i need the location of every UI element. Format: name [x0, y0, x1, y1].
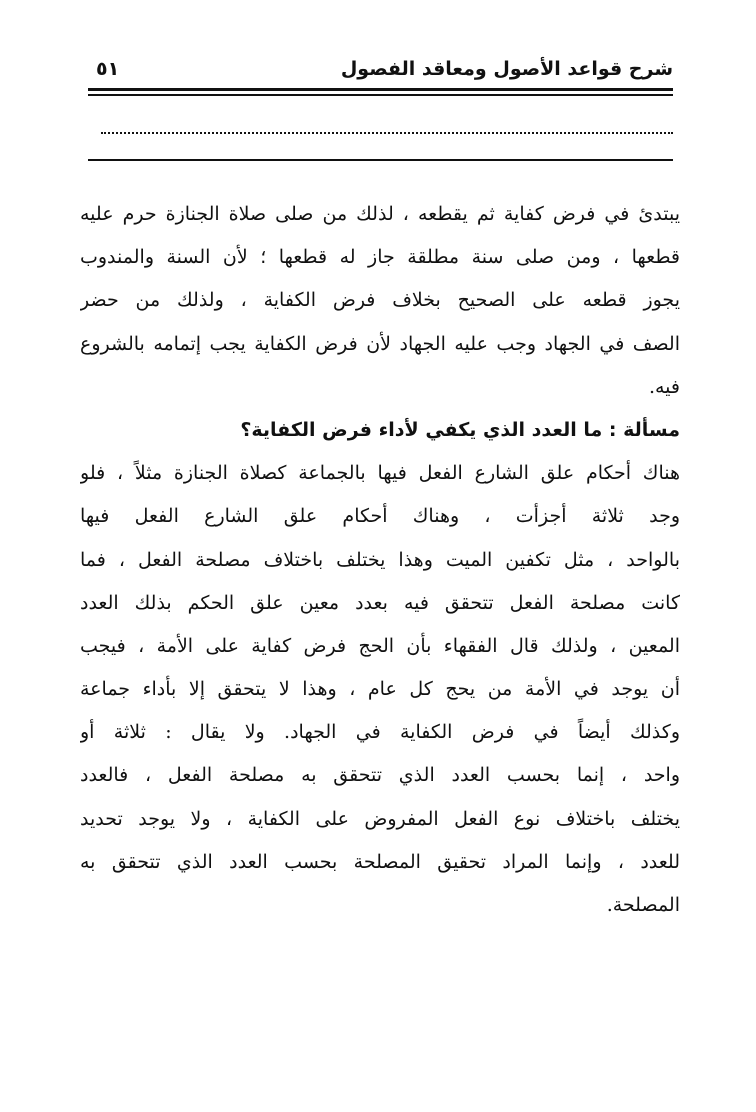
dotted-separator [101, 132, 673, 134]
text-line: المعين ، ولذلك قال الفقهاء بأن الحج فرض كفاية على الأمة ، فيجب [80, 634, 680, 657]
text-line: المصلحة. [606, 894, 680, 916]
text-line: الصف في الجهاد وجب عليه الجهاد لأن فرض الكفاية يجب إتمامه بالشروع [80, 332, 680, 355]
text-line: هناك أحكام علق الشارع الفعل فيها بالجماعة كصلاة الجنازة مثلاً ، فلو [80, 462, 680, 485]
header-rule-thin [88, 94, 673, 96]
section-rule [88, 159, 673, 161]
text-line: أن يوجد في الأمة من يحج كل عام ، وهذا لا يتحقق إلا بأداء جماعة [80, 678, 680, 701]
header-rule-thick [88, 88, 673, 91]
text-line: فيه. [648, 375, 680, 398]
page-number: ٥١ [96, 58, 120, 80]
text-line: وجد ثلاثة أجزأت ، وهناك أحكام علق الشارع الفعل فيها [80, 505, 680, 528]
body-text [80, 193, 680, 927]
text-line: للعدد ، وإنما المراد تحقيق المصلحة بحسب العدد الذي تتحقق به [80, 850, 680, 873]
text-line: يبتدئ في فرض كفاية ثم يقطعه ، لذلك من صلى صلاة الجنازة حرم عليه [80, 203, 680, 225]
text-line: وكذلك أيضاً في فرض الكفاية في الجهاد. ولا يقال : ثلاثة أو [80, 721, 680, 744]
text-line: قطعها ، ومن صلى سنة مطلقة جاز له قطعها ؛ لأن السنة والمندوب [80, 246, 680, 269]
text-line: يجوز قطعه على الصحيح بخلاف فرض الكفاية ، ولذلك من حضر [80, 289, 680, 312]
running-header [88, 56, 673, 88]
section-heading: مسألة : ما العدد الذي يكفي لأداء فرض الكفاية؟ [240, 418, 680, 441]
text-line: واحد ، إنما بحسب العدد الذي تتحقق به مصلحة الفعل ، فالعدد [80, 764, 680, 787]
text-line: بالواحد ، مثل تكفين الميت وهذا يختلف باختلاف مصلحة الفعل ، فما [80, 548, 680, 571]
text-line: يختلف باختلاف نوع الفعل المفروض على الكفاية ، ولا يوجد تحديد [80, 807, 680, 830]
header-title: شرح قواعد الأصول ومعاقد الفصول [340, 58, 673, 80]
text-line: كانت مصلحة الفعل تتحقق فيه بعدد معين علق الحكم بذلك العدد [80, 591, 680, 614]
